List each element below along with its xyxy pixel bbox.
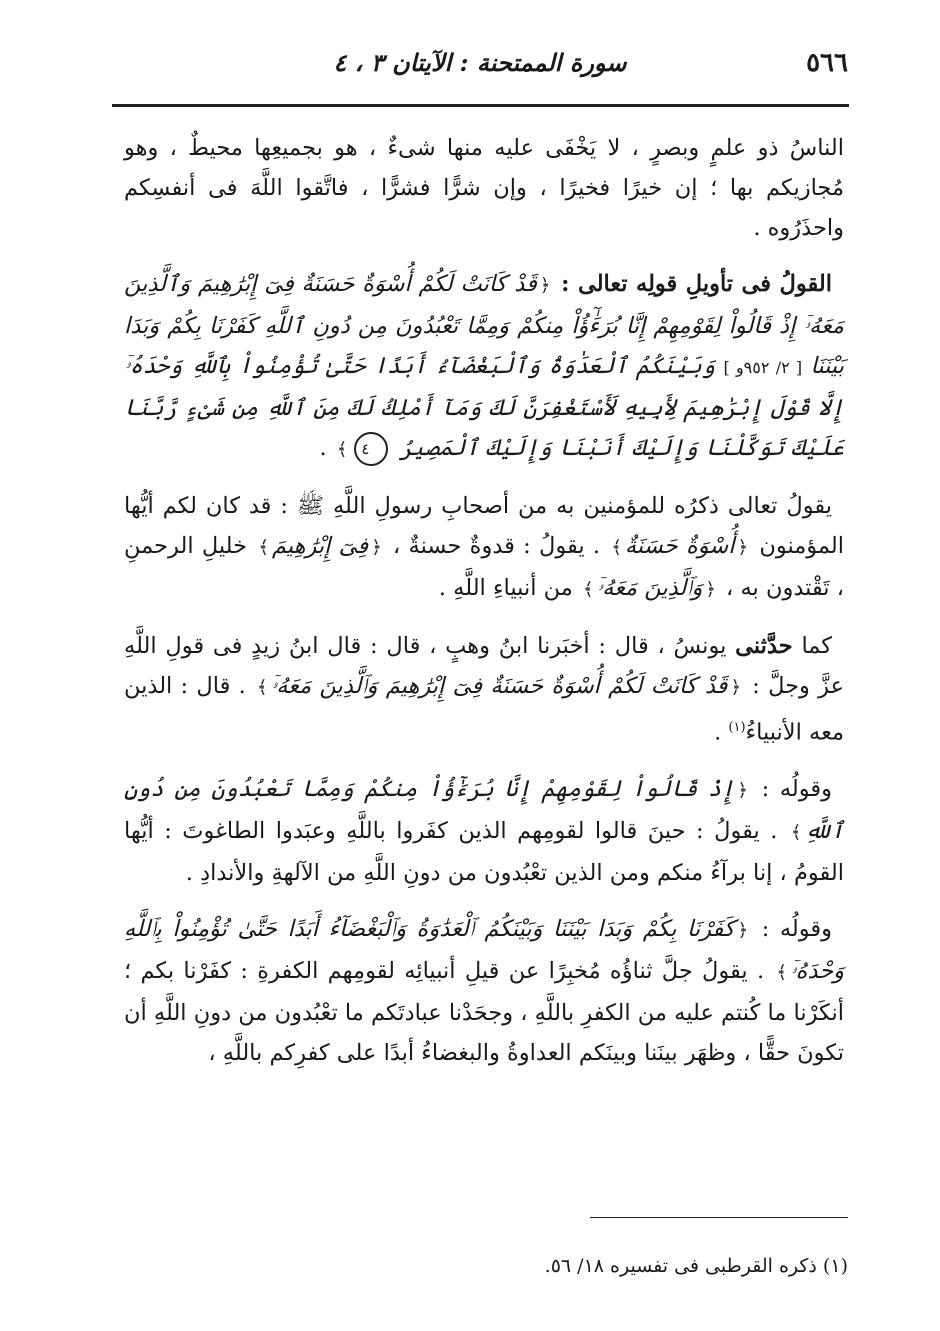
- quran-bracket-close: ﴾: [257, 677, 268, 698]
- paragraph-6-text: . يقولُ جلَّ ثناؤُه مُخبِرًا عن قيلِ أنبيائِه لقومِهم الكفرةِ : كفَرْنا بكم ؛ أنكَرْنا ما كُنتم عليه من الكفرِ باللَّهِ ، وجحَدْنا عبادتَكم ما تعْبُدون من دونِ اللَّهِ أن تكونَ حقًّا ، وظهَر بينَنا وبينَكم العداوةُ والبغضاءُ أبدًا على كفرِكم باللَّهِ ،: [124, 957, 844, 1066]
- page-header: [112, 42, 848, 98]
- paragraph-6-text: وقولُه :: [761, 915, 832, 942]
- running-title: سورة الممتحنة : الآيتان ٣ ، ٤: [333, 48, 627, 77]
- paragraph-4-text: . قال : الذين معه الأنبياءُ: [124, 673, 844, 746]
- paragraph-4-text: يونسُ ، قال : أخبَرنا ابنُ وهبٍ ، قال : قال ابنُ زيدٍ فى قولِ اللَّهِ عزَّ وجلَّ :: [124, 633, 845, 699]
- quran-quote: وَبَيْنَكُمُ ٱلْعَدَٰوَةُ وَٱلْبَغْضَآءُ أَبَدًا حَتَّىٰ تُؤْمِنُواْ بِٱللَّهِ وَحْدَهُۥٓ إِلَّا قَوْلَ إِبْرَٰهِيمَ لِأَبِيهِ لَأَسْتَغْفِرَنَّ لَكَ وَمَآ أَمْلِكُ لَكَ مِنَ ٱللَّهِ مِن شَىْءٍ رَّبَّنَا عَلَيْكَ تَوَكَّلْنَا وَإِلَيْكَ أَنَبْنَا وَإِلَيْكَ ٱلْمَصِيرُ: [124, 353, 844, 461]
- section-heading: القولُ فى تأويلِ قولِه تعالى :: [561, 271, 832, 297]
- ayah-number-marker: ٤: [354, 432, 388, 466]
- quran-quote: قَدْ كَانَتْ لَكُمْ أُسْوَةٌ حَسَنَةٌ فِىٓ إِبْرَٰهِيمَ وَٱلَّذِينَ مَعَهُۥٓ إِذْ قَالُواْ لِقَوْمِهِمْ إِنَّا بُرَءَٰٓؤُاْ مِنكُمْ وَمِمَّا تَعْبُدُونَ مِن دُونِ ٱللَّهِ كَفَرْنَا بِكُمْ وَبَدَا بَيْنَنَا: [124, 271, 844, 379]
- quran-bracket-open: ﴿: [371, 537, 382, 558]
- paragraph-5-text: وقولُه :: [761, 775, 832, 802]
- paragraph-3-text: خليلِ الرحمنِ ، تَقْتدون به ،: [124, 533, 844, 601]
- paragraph-3-text: من أنبياءِ اللَّهِ .: [438, 575, 573, 601]
- page-number: ٥٦٦: [806, 48, 848, 78]
- quran-quote: أُسْوَةٌ حَسَنَةٌ: [624, 533, 735, 559]
- paragraph-1: [124, 128, 844, 248]
- quran-bracket-close: ﴾: [336, 439, 348, 460]
- quran-quote: إِذْ قَالُواْ لِقَوْمِهِمْ إِنَّا بُرَءَٰٓؤُاْ مِنكُمْ وَمِمَّا تَعْبُدُونَ مِن دُونِ ٱللَّهِ: [124, 775, 844, 844]
- quran-bracket-open: ﴿: [737, 779, 748, 801]
- paragraph-3: [124, 486, 844, 610]
- paragraph-5-text: . يقولُ : حينَ قالوا لقومِهم الذين كفَروا باللَّهِ وعبَدوا الطاغوتَ : أيُّها القومُ ، إنا برآءُ منكم ومن الذين تعْبُدون من دونِ اللَّهِ من الآلهةِ والأندادِ .: [124, 817, 844, 886]
- body-text: [124, 128, 844, 1089]
- quran-bracket-open: ﴿: [539, 275, 551, 296]
- paragraph-2: القولُ فى تأويلِ قولِه تعالى : ﴿قَدْ كَانَتْ لَكُمْ أُسْوَةٌ حَسَنَةٌ فِىٓ إِبْرَٰهِيمَ وَٱلَّذِينَ مَعَهُۥٓ إِذْ قَالُواْ لِقَوْمِهِمْ إِنَّا بُرَءَٰٓؤُاْ مِنكُمْ وَمِمَّا تَعْبُدُونَ مِن دُونِ ٱللَّهِ كَفَرْنَا بِكُمْ وَبَدَا بَيْنَنَا [ ٢/ ٩٥٢و ] وَبَيْنَكُمُ ٱلْعَدَٰوَةُ وَٱلْبَغْضَآءُ أَبَدًا حَتَّىٰ تُؤْمِنُواْ بِٱللَّهِ وَحْدَهُۥٓ إِلَّا قَوْلَ إِبْرَٰهِيمَ لِأَبِيهِ لَأَسْتَغْفِرَنَّ لَكَ وَمَآ أَمْلِكُ لَكَ مِنَ ٱللَّهِ مِن شَىْءٍ رَّبَّنَا عَلَيْكَ تَوَكَّلْنَا وَإِلَيْكَ أَنَبْنَا وَإِلَيْكَ ٱلْمَصِيرُ ٤﴾ .: [124, 264, 844, 470]
- paragraph-3-text: يقولُ تعالى ذكرُه للمؤمنين به من أصحابِ رسولِ اللَّهِ ﷺ : قد كان لكم أيُّها المؤمنون: [124, 493, 845, 559]
- quran-bracket-open: ﴿: [730, 677, 741, 698]
- paragraph-3-text: . يقولُ : قدوةٌ حسنةٌ ،: [393, 533, 601, 559]
- quran-bracket-open: ﴿: [737, 919, 749, 941]
- quran-bracket-open: ﴿: [705, 579, 716, 600]
- quran-bracket-close: ﴾: [611, 537, 622, 558]
- footnote-rule: [590, 1217, 848, 1218]
- quran-bracket-close: ﴾: [582, 579, 594, 600]
- isnad-keyword: حدَّثنى: [735, 633, 793, 659]
- paragraph-6: [124, 909, 844, 1073]
- quran-bracket-open: ﴿: [737, 537, 749, 558]
- header-rule: [112, 104, 849, 107]
- quran-bracket-close: ﴾: [258, 537, 269, 558]
- paragraph-4: كما حدَّثنى يونسُ ، قال : أخبَرنا ابنُ وهبٍ ، قال : قال ابنُ زيدٍ فى قولِ اللَّهِ عزَّ وجلَّ : ﴿قَدْ كَانَتْ لَكُمْ أُسْوَةٌ حَسَنَةٌ فِىٓ إِبْرَٰهِيمَ وَٱلَّذِينَ مَعَهُۥٓ﴾ . قال : الذين معه الأنبياءُ$^{(١)}$ .: [124, 633, 845, 746]
- quran-bracket-close: ﴾: [790, 821, 802, 843]
- quran-quote: وَٱلَّذِينَ مَعَهُۥٓ: [596, 575, 703, 601]
- footnote: (١) ذكره القرطبى فى تفسيره ١٨/ ٥٦.: [544, 1255, 848, 1277]
- quran-bracket-close: ﴾: [776, 961, 787, 983]
- footnote-marker: (١): [728, 720, 746, 735]
- paragraph-4-text: كما: [801, 633, 833, 659]
- quran-quote: قَدْ كَانَتْ لَكُمْ أُسْوَةٌ حَسَنَةٌ فِىٓ إِبْرَٰهِيمَ وَٱلَّذِينَ مَعَهُۥٓ: [270, 673, 728, 699]
- manuscript-reference: [ ٢/ ٩٥٢و ]: [723, 358, 803, 377]
- paragraph-1-text: الناسُ ذو علمٍ وبصرٍ ، لا يَخْفَى عليه منها شىءٌ ، هو بجميعِها محيطٌ ، وهو مُجازيكم بها ؛ إن خيرًا فخيرًا ، وإن شرًّا فشرًّا ، فاتَّقوا اللَّهَ فى أنفسِكم واحذَرُوه .: [124, 135, 844, 241]
- quran-quote: كَفَرْنَا بِكُمْ وَبَدَا بَيْنَنَا وَبَيْنَكُمُ ٱلْعَدَٰوَةُ وَٱلْبَغْضَآءُ أَبَدًا حَتَّىٰ تُؤْمِنُواْ بِٱللَّهِ وَحْدَهُۥٓ: [124, 915, 844, 984]
- quran-quote: فِىٓ إِبْرَٰهِيمَ: [271, 533, 369, 559]
- paragraph-5: [124, 769, 844, 893]
